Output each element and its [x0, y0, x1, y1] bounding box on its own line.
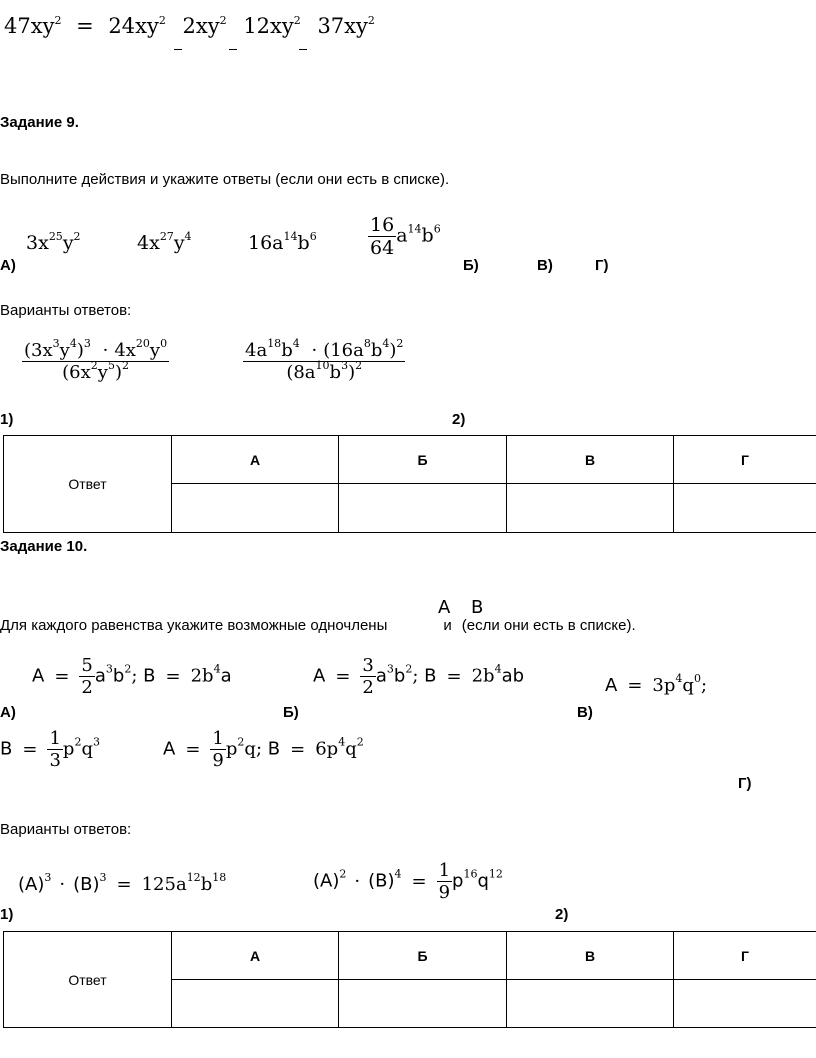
fraction: $\frac{5}{2}$: [81, 655, 93, 698]
fraction: $\frac{(3x^3y^4)^3 \cdot 4x^{20}y^0}{(6x^2y^5)^2}$: [24, 337, 168, 383]
task10-option-label-2: 2): [555, 906, 569, 923]
task10-equation-b: A = $\frac{3}{2}$ $a^3b^2$; $B = 2b^4ab$: [313, 655, 525, 698]
col-header-g: Г: [674, 932, 816, 980]
task10-label-v: В): [577, 704, 593, 721]
task9-answer-v: $16a^{14}b^6$: [248, 230, 317, 254]
task10-equation-a: A = $\frac{5}{2}$ $a^3b^2$; $B = 2b^4a$: [32, 655, 232, 698]
answer-cell-b[interactable]: [339, 980, 507, 1028]
col-header-b: Б: [339, 436, 507, 484]
task9-option-label-1: 1): [0, 411, 14, 428]
fraction: $\frac{1}{9}$: [212, 728, 224, 771]
answer-cell-g[interactable]: [674, 980, 816, 1028]
answer-cell-v[interactable]: [507, 980, 674, 1028]
task9-option-label-2: 2): [452, 411, 466, 428]
task10-option-1: $(A)^3 \cdot (B)^3 = 125a^{12}b^{18}$: [18, 871, 227, 895]
task10-letter-b: B: [471, 597, 484, 618]
task10-answer-table: [3, 931, 816, 1028]
task10-title: Задание 10.: [0, 538, 88, 555]
task10-option-label-1: 1): [0, 906, 14, 923]
task10-label-a: А): [0, 704, 16, 721]
term-1: $24xy^2$: [108, 14, 166, 38]
col-header-v: В: [507, 932, 674, 980]
fraction: $\frac{1}{9}$: [438, 860, 451, 903]
col-header-b: Б: [339, 932, 507, 980]
task10-equation-v-part1: $A = 3p^4q^0$;: [605, 672, 708, 696]
col-header-a: А: [172, 436, 339, 484]
col-header-a: А: [172, 932, 339, 980]
col-header-g: Г: [674, 436, 816, 484]
top-equation: $47xy^2 = 24xy^2$ $2xy^2$ $12xy^2$ $37xy^2$: [4, 14, 375, 38]
fraction: $\frac{3}{2}$: [362, 655, 374, 698]
answer-row-label: Ответ: [4, 932, 172, 1028]
task10-letter-a: A: [438, 597, 451, 618]
fraction: $\frac{16}{64}$: [370, 214, 395, 259]
task9-option-2: [243, 337, 405, 383]
task9-answer-table: [3, 435, 816, 533]
blank-mark-3: [299, 49, 307, 50]
fraction: $\frac{4a^{18}b^4 \cdot (16a^8b^4)^2}{(8a^{10}b^3)^2}$: [245, 337, 404, 383]
task9-answer-g: $\frac{16}{64}$ $a^{14}b^6$: [370, 214, 441, 259]
fraction: $\frac{1}{3}$: [49, 728, 61, 771]
eq-lhs: $47xy^2$: [4, 14, 62, 38]
task10-variants-title: Варианты ответов:: [0, 821, 132, 838]
task10-label-b: Б): [283, 704, 299, 721]
answer-cell-g[interactable]: [674, 484, 816, 533]
task9-label-a: А): [0, 257, 16, 274]
blank-mark-2: [229, 49, 237, 50]
task10-label-g: Г): [738, 775, 752, 792]
task9-variants-title: Варианты ответов:: [0, 302, 132, 319]
answer-row-label: Ответ: [4, 436, 172, 533]
task9-answer-a: $3x^{25}y^2$: [26, 230, 81, 254]
task10-instruction: Для каждого равенства укажите возможные одночлены и (если они есть в списке).: [0, 617, 636, 634]
answer-cell-a[interactable]: [172, 980, 339, 1028]
answer-cell-b[interactable]: [339, 484, 507, 533]
task9-label-b: Б): [463, 257, 479, 274]
task9-label-g: Г): [595, 257, 609, 274]
task9-title: Задание 9.: [0, 114, 79, 131]
task10-equation-g: A = $\frac{1}{9}$ $p^2q$; $B = 6p^4q^2$: [163, 728, 364, 771]
task9-instruction: Выполните действия и укажите ответы (если они есть в списке).: [0, 171, 450, 188]
col-header-v: В: [507, 436, 674, 484]
term-3: $12xy^2$: [243, 14, 301, 38]
blank-mark-1: [174, 49, 182, 50]
answer-cell-a[interactable]: [172, 484, 339, 533]
task10-equation-v-part2: B = $\frac{1}{3}$ $p^2q^3$: [0, 728, 100, 771]
task9-option-1: [22, 337, 169, 383]
term-4: $37xy^2$: [317, 14, 375, 38]
task9-label-v: В): [537, 257, 553, 274]
term-2: $2xy^2$: [182, 14, 227, 38]
answer-cell-v[interactable]: [507, 484, 674, 533]
task10-option-2: $(A)^2 \cdot (B)^4$ = $\frac{1}{9}$ $p^{16}q^{12}$: [313, 860, 503, 903]
task9-answer-b: $4x^{27}y^4$: [137, 230, 192, 254]
